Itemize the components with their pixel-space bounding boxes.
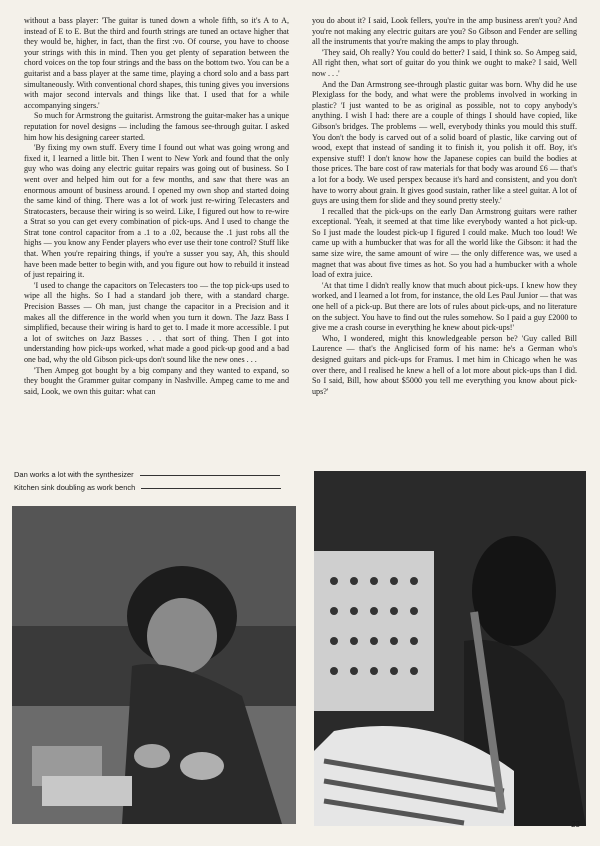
page-number: 23 [571,820,580,829]
paragraph: you do about it? I said, Look fellers, you're in the amp business aren't you? And you're not making any electric guitars are you? So Gibson and Fender are selling all the instruments that you're making the amps to play through. [312,16,577,47]
photo-synthesizer [314,471,586,826]
paragraph: 'By fixing my own stuff. Every time I found out what was going wrong and fixed it, I learned a little bit. Then I went to New York and found that the only guy who was doing any electric guitar repairs was going out of business. So I went over and helped him out for a few months, and saw that there was an enormous amount of business around. I opened my own shop and started doing the same kind of thing. There was a lot of work just re-wiring Telecasters and Stratocasters, because their wiring is so weird. Like, I figured out how to re-wire a Strat so you can get every combination of pick-ups. And I used to change the Strat tone control capacitor from a .1 to a .02, because the .1 just robs all the highs — you know any Fender players who ever use their tone control? Stuff like that. When you're repairing things, if you're a susser you say, Ah, this should have been made better to begin with, and you figure out how to rebuild it instead of just repairing it. [24,143,289,280]
paragraph: So much for Armstrong the guitarist. Armstrong the guitar-maker has a unique reputation for novel designs — including the famous see-through guitar. I asked him how his designing career started. [24,111,289,142]
paragraph: without a bass player: 'The guitar is tuned down a whole fifth, so it's A to A, instead of E to E. But the third and fourth strings are tuned an octave higher that they would be, higher, in fact, than the first :vo. Of course, you have to choose your strings with this in mind. Then you get plenty of separation between the chord voices on the top four strings and the bass on the bottom two. You can be a guitarist and a bass player at the same time, playing a chord solo and a bass part simultaneously. With conventional chord shapes, this tuning gives you inversions with major second intervals and things like that. I used that for a while accompanying singers.' [24,16,289,110]
paragraph: 'At that time I didn't really know that much about pick-ups. I knew how they worked, and I learned a lot from, for instance, the old Les Paul Junior — that was one hell of a pick-up. But there are lots of rules about pick-ups, and no literature on the subject. You have to find out the rules somehow. So I paid a guy £2000 to give me a crash course in everything he knew about pick-ups!' [312,280,577,333]
paragraph: 'They said, Oh really? You could do better? I said, I think so. So Ampeg said, All right then, what sort of guitar do you think we ought to make? I said, Well now . . .' [312,47,577,78]
paragraph: 'I used to change the capacitors on Telecasters too — the top pick-ups used to wipe all the highs. So I had a standard job there, with a standard charge. Precision Basses — Oh man, just change the capacitor in a Precision and it makes all the difference in the world when you turn it down. The Jazz Bass I simplified, because their wiring is hard to get to. I made it more accessible. I put a lot of switches on Jazz Basses . . . that sort of thing. Then I got into understanding how pick-ups worked, what made a good pick-up good and a bad one bad, why the old Gibson pick-ups don't sound like the new ones . . . [24,280,289,364]
paragraph: Who, I wondered, might this knowledgeable person be? 'Guy called Bill Laurence — that's the Anglicised form of his name: he's a German who's designed guitars and pick-ups for Framus. I met him in Chicago when he was over there, and I realised he knew a hell of a lot more about pick-ups than I did. So I said, Bill, how about $5000 you tell me everything you know about pick-ups?' [312,333,577,396]
paragraph: I recalled that the pick-ups on the early Dan Armstrong guitars were rather exceptional. 'Yeah, it seemed at that time like everybody wanted a hot pick-up. So I just made the loudest pick-up I figured I could make. Much too loud! We came up with a humbucker that was for all the world like the Gibson: it had the same size wire, the same amount of wire — the only difference was, we used a magnet that was about five times as hot. So you had a humbucker with a whole load of extra juice. [312,206,577,280]
caption-text: Kitchen sink doubling as work bench [14,483,136,492]
photo-captions [14,470,284,496]
right-text-column [312,16,577,397]
photo-workbench [12,506,296,824]
caption-text: Dan works a lot with the synthesizer [14,470,134,479]
caption-workbench [14,483,284,493]
paragraph: And the Dan Armstrong see-through plastic guitar was born. Why did he use Plexiglass for the body, and what were the problems involved in working in plastic? 'I just wanted to be as original as possible, not to copy anybody's anything. I wish I had: there are a couple of things I should have copied, like Gibson's bridges. The problems — well, everybody thinks you mould this stuff. You don't the body is carved out of a solid board of plastic, like carving out of wood, exept that instead of sanding it to finish it, you polish it off. Boy, it's expensive stuff! I don't know how the Japanese copies can build the bodies at those prices. The bare cost of raw materials for that body was around £6 — that's a lot for a body. We used perspex because it's hard and consistent, and you don't have to worry about grain. It gives good sustain, rather like a steel guitar. A lot of guys are using them for slide and they sound pretty steely.' [312,79,577,206]
caption-rule [141,488,281,489]
caption-synthesizer [14,470,284,480]
left-text-column [24,16,289,397]
paragraph: 'Then Ampeg got bought by a big company and they wanted to expand, so they bought the Grammer guitar company in Nashville. Ampeg came to me and said, Look, we own this guitar: what can [24,365,289,396]
caption-rule [140,475,280,476]
